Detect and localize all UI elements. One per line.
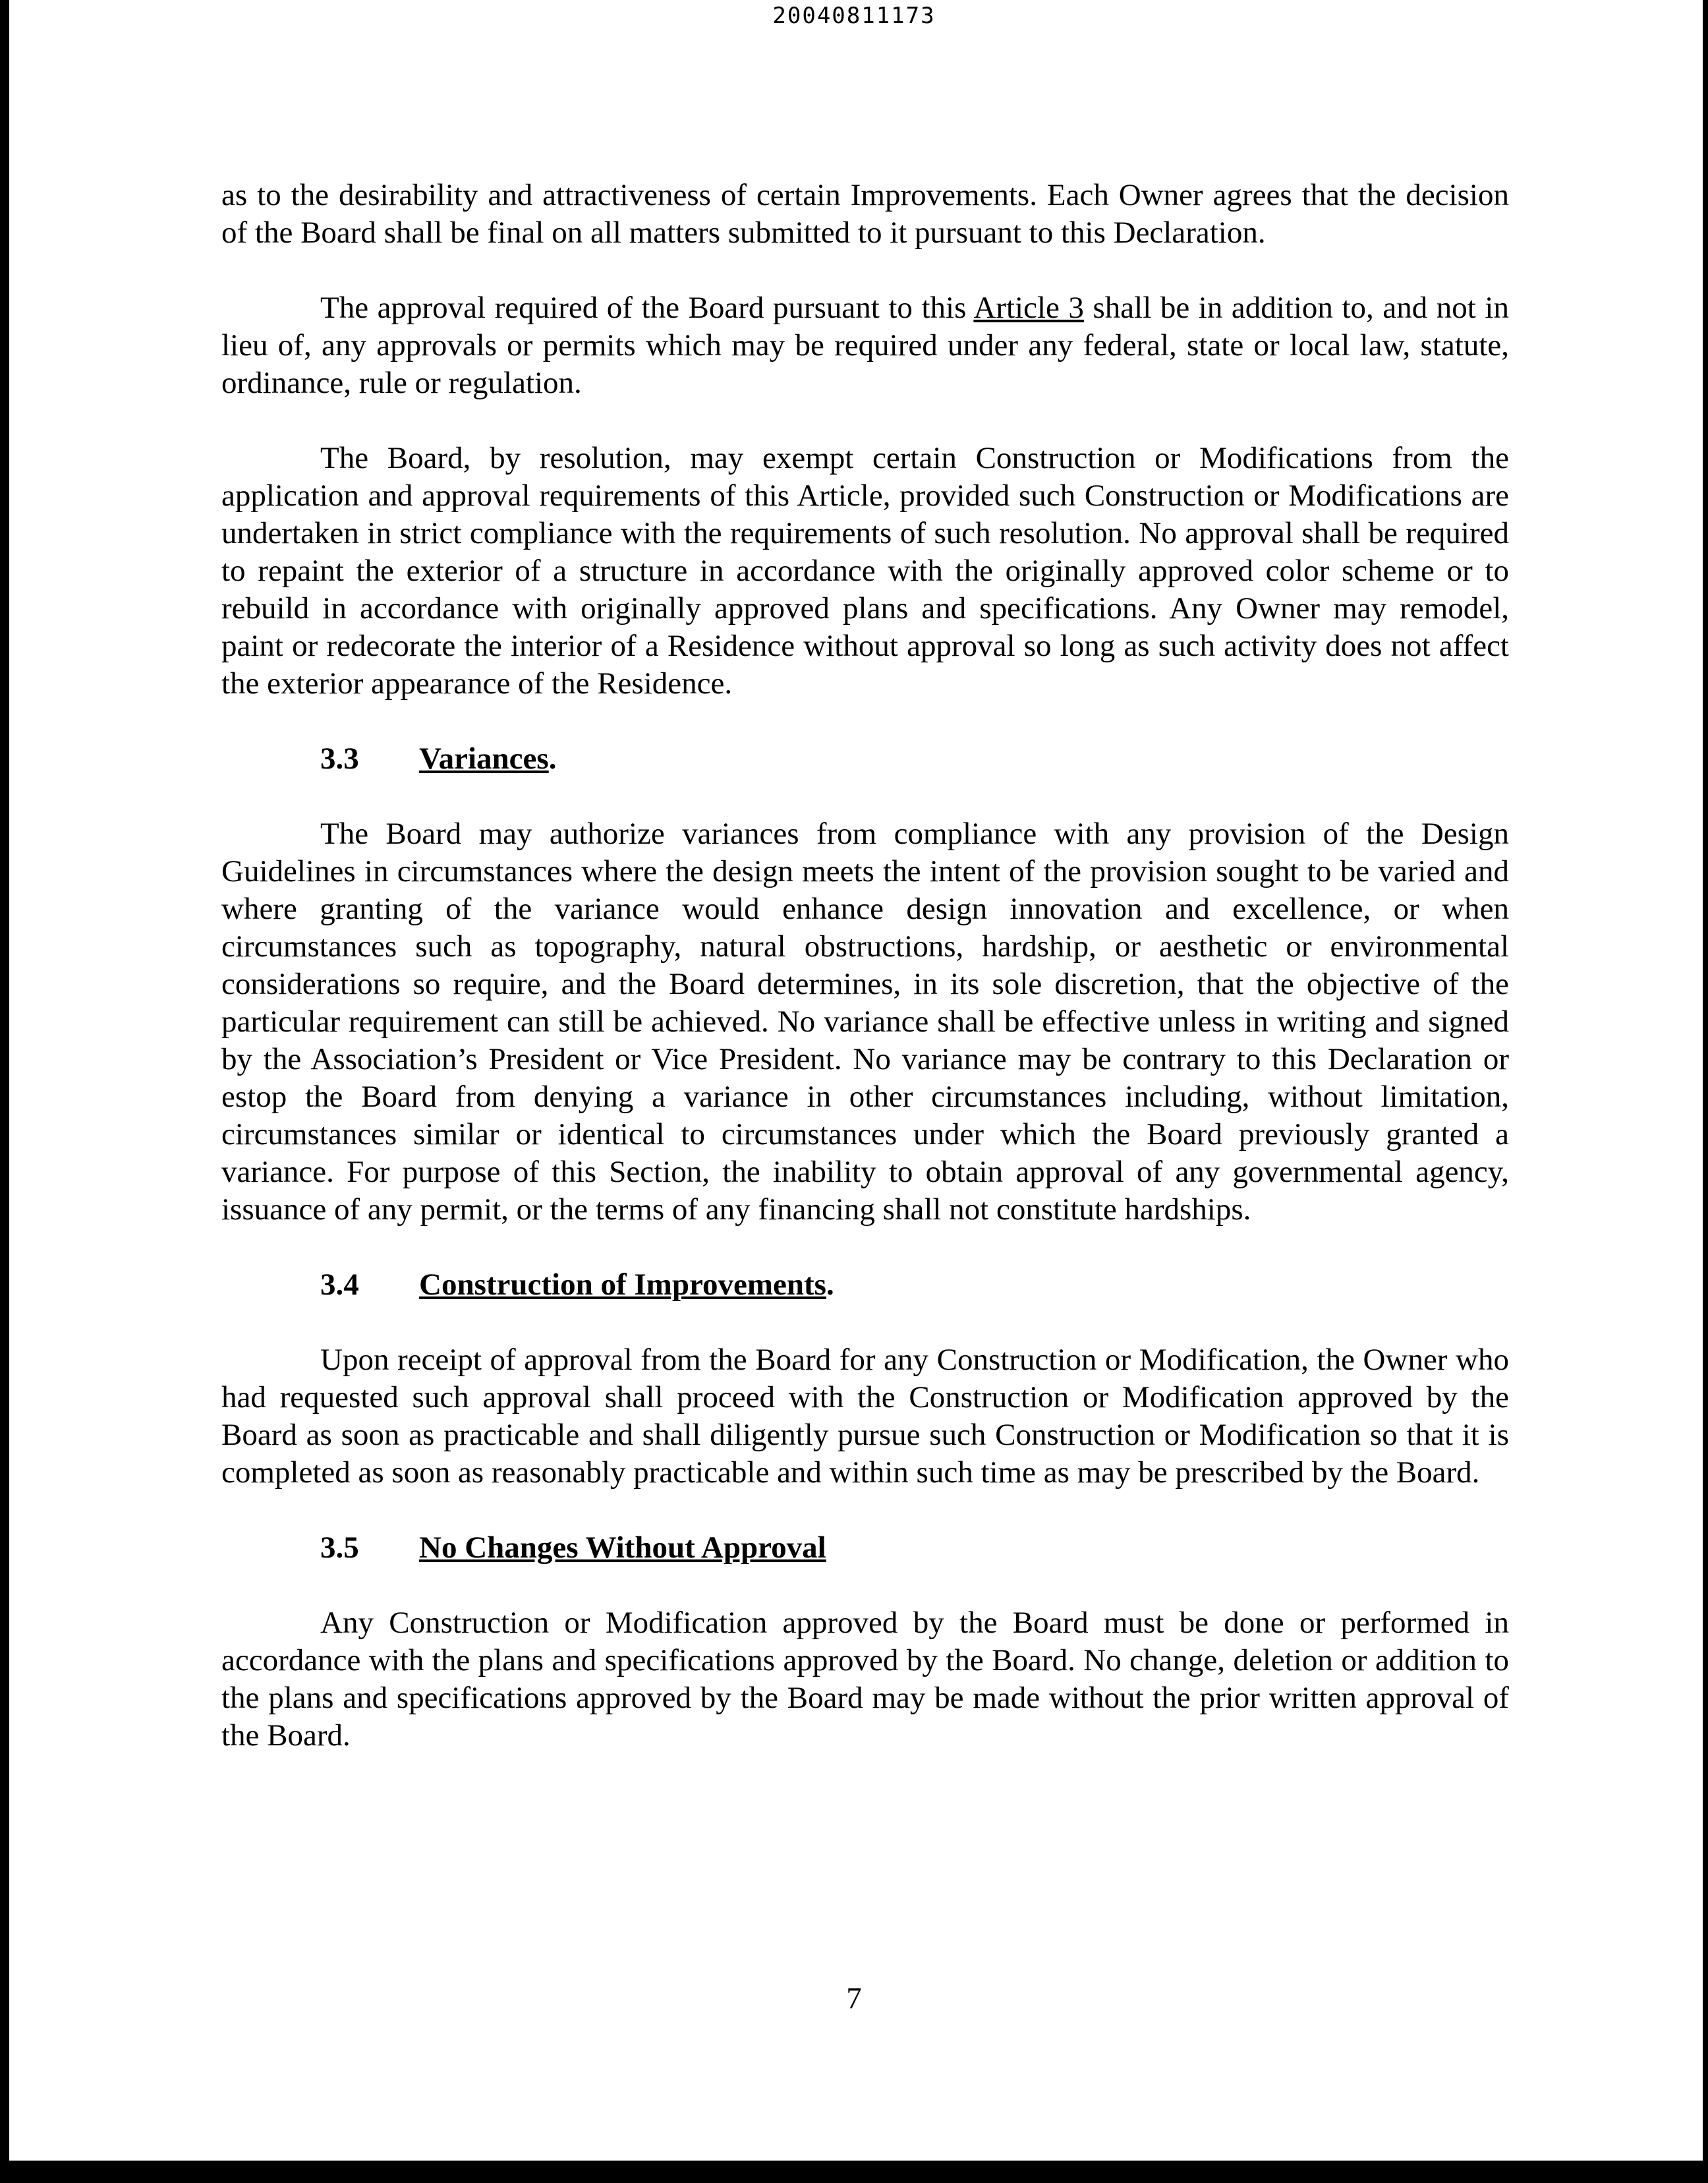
scan-left-border — [0, 0, 9, 2183]
section-number: 3.3 — [320, 742, 359, 776]
section-number: 3.4 — [320, 1267, 359, 1302]
section-title: Construction of Improvements — [419, 1267, 826, 1302]
paragraph-exemption: The Board, by resolution, may exempt certain Construction or Modifications from the application and approval requirements of this Article, provided such Construction or Modifications are undertaken in strict compliance with the requirements of such resolution. No approval shall be required to repaint the exterior of a structure in accordance with the originally approved color scheme or to rebuild in accordance with originally approved plans and specifications. Any Owner may remodel, paint or redecorate the interior of a Residence without approval so long as such activity does not affect the exterior appearance of the Residence. — [221, 441, 1509, 701]
section-number: 3.5 — [320, 1530, 359, 1565]
scan-right-border — [1703, 0, 1708, 2183]
article-reference: Article 3 — [973, 291, 1084, 325]
paragraph-approval-text-2: shall be in addition to, and not in lieu of, any approvals or permits which may be required under any federal, state or local law, statute, ordinance, rule or regulation. — [221, 291, 1509, 400]
section-body-3-5: Any Construction or Modification approved by the Board must be done or performed in accordance with the plans and specifications approved by the Board. No change, deletion or addition to the plans and specifications approved by the Board may be made without the prior written approval of the Board. — [221, 1606, 1509, 1753]
page-number: 7 — [846, 1981, 862, 2016]
section-body-3-4: Upon receipt of approval from the Board for any Construction or Modification, the Owner who had requested such approval shall proceed with the Construction or Modification approved by the Board as soon as practicable and shall diligently pursue such Construction or Modification so that it is completed as soon as reasonably practicable and within such time as may be prescribed by the Board. — [221, 1343, 1509, 1490]
paragraph-approval-text-1: The approval required of the Board pursuant to this — [320, 291, 974, 325]
section-heading-3-3 — [221, 740, 1509, 778]
section-title-suffix: . — [826, 1267, 834, 1302]
document-id: 20040811173 — [772, 3, 936, 29]
document-body — [221, 177, 1509, 1755]
section-heading-3-4 — [221, 1266, 1509, 1304]
section-body-3-3: The Board may authorize variances from compliance with any provision of the Design Guidelines in circumstances where the design meets the intent of the provision sought to be varied and where granting of the variance would enhance design innovation and excellence, or when circumstances such as topography, natural obstructions, hardship, or aesthetic or environmental considerations so require, and the Board determines, in its sole discretion, that the objective of the particular requirement can still be achieved. No variance shall be effective unless in writing and signed by the Association’s President or Vice President. No variance may be contrary to this Declaration or estop the Board from denying a variance in other circumstances including, without limitation, circumstances similar or identical to circumstances under which the Board previously granted a variance. For purpose of this Section, the inability to obtain approval of any governmental agency, issuance of any permit, or the terms of any financing shall not constitute hardships. — [221, 817, 1509, 1227]
paragraph-approval — [221, 289, 1509, 402]
paragraph-intro: as to the desirability and attractiveness of certain Improvements. Each Owner agrees that the decision of the Board shall be final on all matters submitted to it pursuant to this Declaration. — [221, 178, 1509, 250]
section-title: Variances — [419, 742, 549, 776]
scan-bottom-border — [0, 2161, 1708, 2183]
section-title-suffix: . — [548, 742, 557, 776]
section-heading-3-5 — [221, 1529, 1509, 1567]
section-title: No Changes Without Approval — [419, 1530, 826, 1565]
